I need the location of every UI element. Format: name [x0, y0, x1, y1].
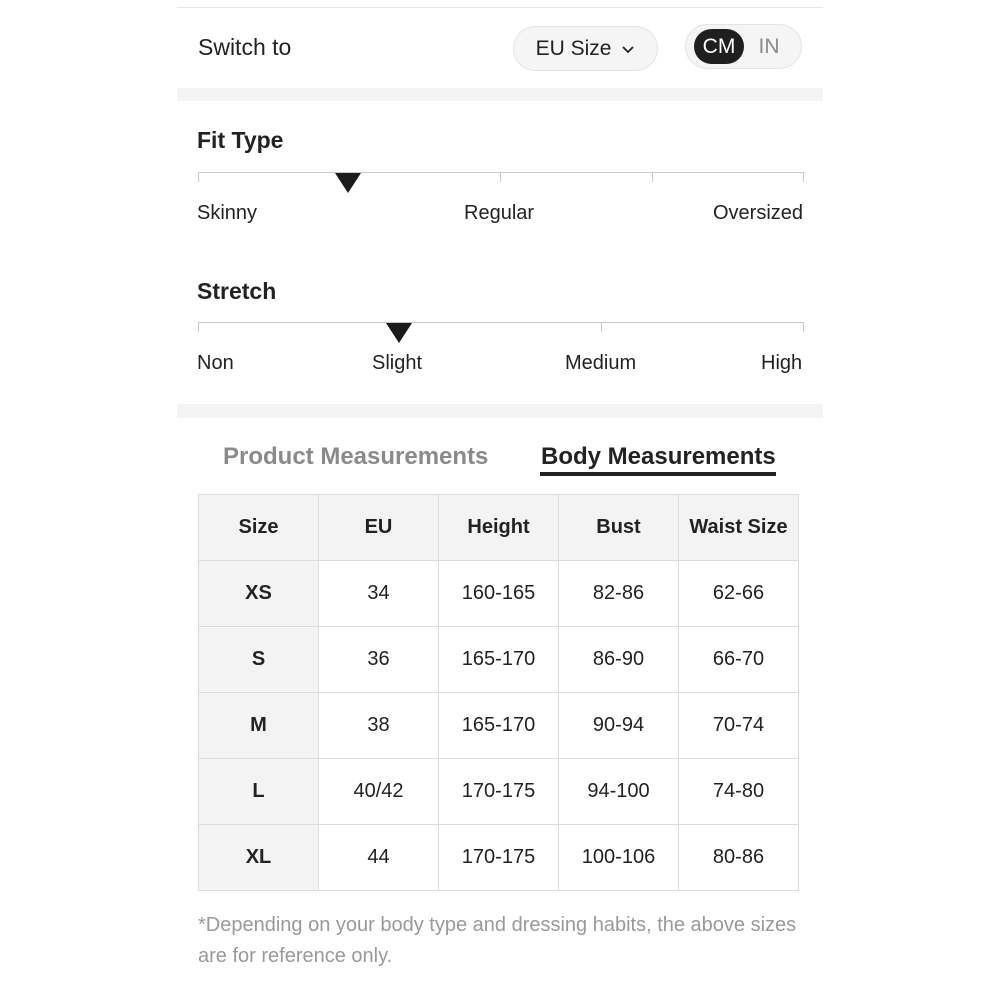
table-row: [199, 825, 799, 891]
height-cell: 170-175: [439, 825, 559, 891]
stretch-title: Stretch: [197, 278, 277, 304]
tab-body-measurements[interactable]: Body Measurements: [541, 443, 776, 470]
fit-type-tick: [652, 172, 653, 182]
size-system-value: EU Size: [535, 36, 612, 60]
stretch-label-slight: Slight: [372, 352, 423, 374]
header-height: Height: [439, 495, 559, 561]
size-chart-table: [198, 494, 799, 891]
unit-in-button[interactable]: IN: [758, 34, 780, 58]
fit-type-title: Fit Type: [197, 127, 284, 153]
height-cell: 170-175: [439, 759, 559, 825]
stretch-track: [198, 322, 804, 323]
fit-type-tick: [198, 172, 199, 182]
switch-row: [177, 8, 823, 88]
stretch-section: [177, 252, 823, 402]
waist-cell: 80-86: [679, 825, 799, 891]
fit-type-marker: [335, 173, 361, 193]
unit-toggle: [685, 24, 802, 69]
table-row: [199, 627, 799, 693]
tab-product-measurements[interactable]: Product Measurements: [223, 443, 489, 470]
stretch-label-high: High: [761, 352, 803, 374]
stretch-label-non: Non: [197, 352, 234, 374]
waist-cell: 62-66: [679, 561, 799, 627]
fit-type-label-oversized: Oversized: [713, 202, 804, 224]
bust-cell: 86-90: [559, 627, 679, 693]
header-bust: Bust: [559, 495, 679, 561]
table-row: [199, 693, 799, 759]
bust-cell: 100-106: [559, 825, 679, 891]
chevron-down-icon: [621, 42, 635, 56]
waist-cell: 74-80: [679, 759, 799, 825]
eu-cell: 36: [319, 627, 439, 693]
table-row: [199, 759, 799, 825]
switch-label: Switch to: [198, 34, 292, 60]
fit-type-section: [177, 101, 823, 251]
eu-cell: 38: [319, 693, 439, 759]
header-waist-size: Waist Size: [679, 495, 799, 561]
size-cell: S: [199, 627, 319, 693]
header-eu: EU: [319, 495, 439, 561]
size-disclaimer: *Depending on your body type and dressing habits, the above sizes are for reference only.: [198, 914, 797, 967]
height-cell: 165-170: [439, 693, 559, 759]
waist-cell: 66-70: [679, 627, 799, 693]
stretch-tick: [803, 322, 804, 332]
stretch-marker: [386, 323, 412, 343]
eu-cell: 34: [319, 561, 439, 627]
stretch-label-medium: Medium: [565, 352, 637, 374]
section-divider: [177, 88, 823, 101]
stretch-tick: [198, 322, 199, 332]
fit-type-label-regular: Regular: [464, 202, 535, 224]
waist-cell: 70-74: [679, 693, 799, 759]
fit-type-tick: [500, 172, 501, 182]
fit-type-tick: [803, 172, 804, 182]
unit-cm-button[interactable]: CM: [694, 29, 744, 64]
section-divider: [177, 404, 823, 418]
table-row: [199, 561, 799, 627]
size-system-select[interactable]: [513, 26, 658, 71]
fit-type-track: [198, 172, 804, 173]
bust-cell: 90-94: [559, 693, 679, 759]
bust-cell: 94-100: [559, 759, 679, 825]
size-cell: M: [199, 693, 319, 759]
fit-type-label-skinny: Skinny: [197, 202, 258, 224]
eu-cell: 44: [319, 825, 439, 891]
header-size: Size: [199, 495, 319, 561]
size-cell: XL: [199, 825, 319, 891]
height-cell: 160-165: [439, 561, 559, 627]
eu-cell: 40/42: [319, 759, 439, 825]
stretch-tick: [601, 322, 602, 332]
active-tab-indicator: [540, 472, 776, 476]
height-cell: 165-170: [439, 627, 559, 693]
size-cell: XS: [199, 561, 319, 627]
table-header-row: [199, 495, 799, 561]
bust-cell: 82-86: [559, 561, 679, 627]
size-cell: L: [199, 759, 319, 825]
